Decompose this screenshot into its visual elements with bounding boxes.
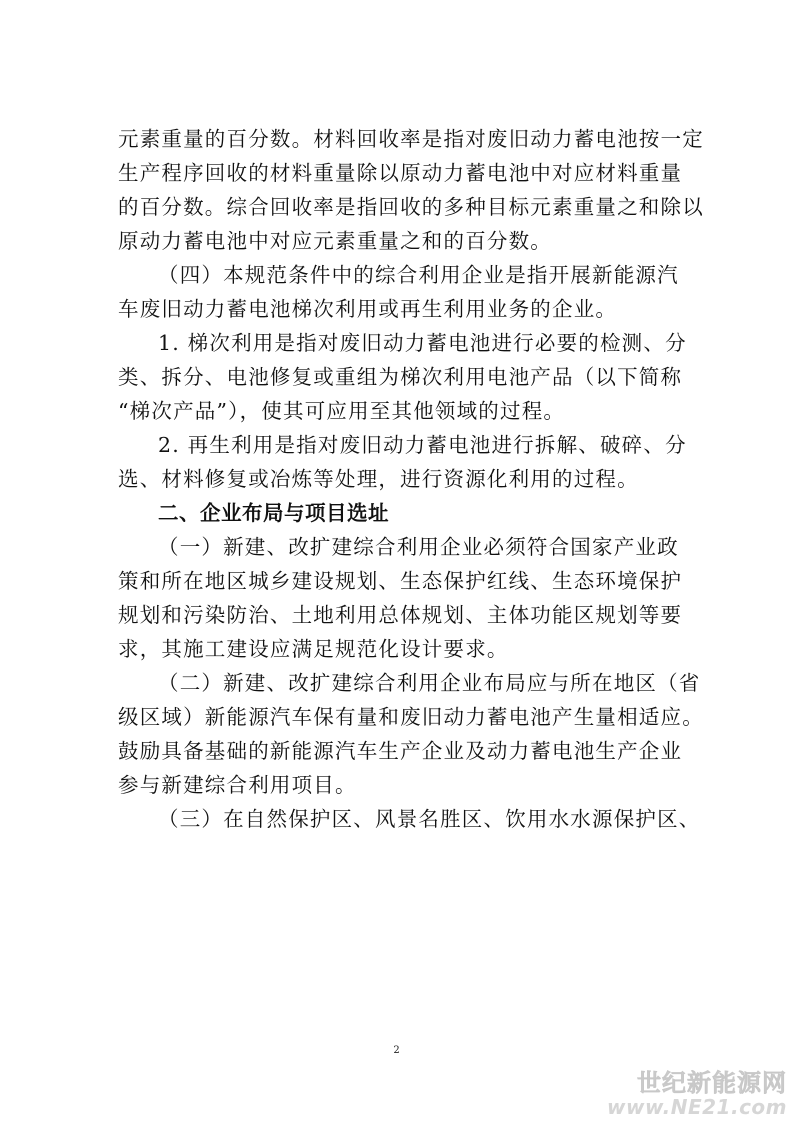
text-line: 求，其施工建设应满足规范化设计要求。: [118, 637, 509, 661]
text-line: （二）新建、改扩建综合利用企业布局应与所在地区（省: [158, 671, 701, 695]
text-line: （一）新建、改扩建综合利用企业必须符合国家产业政: [158, 535, 679, 559]
text-line: 参与新建综合利用项目。: [118, 773, 357, 797]
text-line: 选、材料修复或冶炼等处理，进行资源化利用的过程。: [118, 467, 639, 491]
text-line: 原动力蓄电池中对应元素重量之和的百分数。: [118, 229, 552, 253]
section-heading: 二、企业布局与项目选址: [158, 501, 389, 525]
text-line: 元素重量的百分数。材料回收率是指对废旧动力蓄电池按一定: [118, 127, 704, 151]
watermark-name: 世纪新能源网: [637, 1068, 787, 1097]
text-line: 策和所在地区城乡建设规划、生态保护红线、生态环境保护: [118, 569, 683, 593]
text-line: 车废旧动力蓄电池梯次利用或再生利用业务的企业。: [118, 297, 618, 321]
text-line: 鼓励具备基础的新能源汽车生产企业及动力蓄电池生产企业: [118, 739, 683, 763]
page-number: 2: [393, 1045, 400, 1056]
text-line: 生产程序回收的材料重量除以原动力蓄电池中对应材料重量: [118, 161, 683, 185]
text-line: 的百分数。综合回收率是指回收的多种目标元素重量之和除以: [118, 195, 704, 219]
text-line: 2. 再生利用是指对废旧动力蓄电池进行拆解、破碎、分: [158, 433, 687, 457]
text-line: 规划和污染防治、土地利用总体规划、主体功能区规划等要: [118, 603, 683, 627]
text-line: “梯次产品”），使其可应用至其他领域的过程。: [118, 399, 566, 423]
text-line: （三）在自然保护区、风景名胜区、饮用水水源保护区、: [158, 807, 701, 831]
watermark: [607, 1070, 787, 1118]
text-line: （四）本规范条件中的综合利用企业是指开展新能源汽: [158, 263, 679, 287]
text-line: 类、拆分、电池修复或重组为梯次利用电池产品（以下简称: [118, 365, 683, 389]
text-line: 1. 梯次利用是指对废旧动力蓄电池进行必要的检测、分: [158, 331, 687, 355]
text-line: 级区域）新能源汽车保有量和废旧动力蓄电池产生量相适应。: [118, 705, 704, 729]
watermark-url: www.NE21.com: [606, 1095, 787, 1119]
